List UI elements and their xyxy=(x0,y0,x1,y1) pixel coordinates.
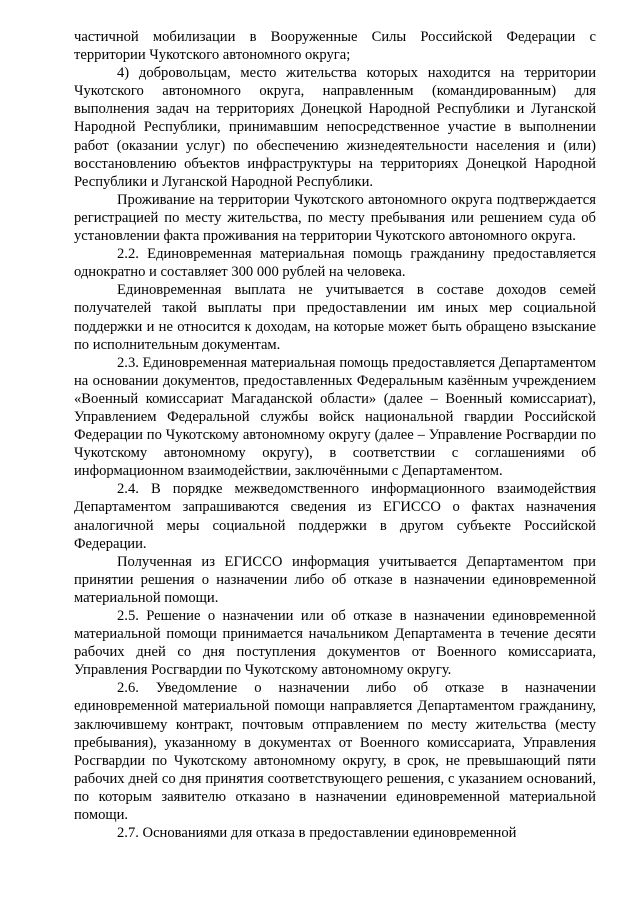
paragraph-2-4: 2.4. В порядке межведомственного информационного взаимодействия Департаментом запрашиваются сведения из ЕГИССО о фактах назначения аналогичной меры социальной поддержки в другом субъекте Российской Федерации. xyxy=(74,481,596,552)
paragraph-2-3: 2.3. Единовременная материальная помощь предоставляется Департаментом на основании документов, предоставленных Федеральным казённым учреждением «Военный комиссариат Магаданской области» (далее – Военный комиссариат), Управлением Федеральной службы войск национальной гвардии Российской Федерации по Чукотскому автономному округу (далее – Управление Росгвардии по Чукотскому автономному округу), в соответствии с соглашениями об информационном взаимодействии, заключёнными с Департаментом. xyxy=(74,354,596,480)
paragraph-egisso-info: Полученная из ЕГИССО информация учитывается Департаментом при принятии решения о назначении либо об отказе в назначении единовременной материальной помощи. xyxy=(74,553,596,606)
paragraph-mobilization-continued: частичной мобилизации в Вооруженные Силы Российской Федерации с территории Чукотского автономного округа; xyxy=(74,29,596,64)
paragraph-residence-confirmation: Проживание на территории Чукотского автономного округа подтверждается регистрацией по месту жительства, по месту пребывания или решением суда об установлении факта проживания на территории Чукотского автономного округа. xyxy=(74,191,596,245)
paragraph-2-6: 2.6. Уведомление о назначении либо об отказе в назначении единовременной материальной помощи направляется Департаментом гражданину, заключившему контракт, почтовым отправлением по месту жительства (месту пребывания), указанному в документах от Военного комиссариата, Управления Росгвардии по Чукотскому автономному округу, в срок, не превышающий пяти рабочих дней со дня принятия соответствующего решения, с указанием оснований, по которым заявителю отказано в назначении единовременной материальной помощи. xyxy=(74,680,596,824)
paragraph-volunteers: 4) добровольцам, место жительства которых находится на территории Чукотского автономного округа, направленным (командированным) для выполнения задач на территориях Донецкой Народной Республики и Луганской Народной Республики, принимавшим непосредственное участие в выполнении работ (оказании услуг) по обеспечению жизнедеятельности населения и (или) восстановлению объектов инфраструктуры на территориях Донецкой Народной Республики и Луганской Народной Республики. xyxy=(74,65,596,190)
paragraph-2-7: 2.7. Основаниями для отказа в предоставлении единовременной xyxy=(117,825,517,842)
paragraph-2-2: 2.2. Единовременная материальная помощь гражданину предоставляется однократно и составляет 300 000 рублей на человека. xyxy=(74,246,596,281)
document-body xyxy=(74,28,596,842)
paragraph-income-exclusion: Единовременная выплата не учитывается в составе доходов семей получателей такой выплаты при предоставлении им иных мер социальной поддержки и не относится к доходам, на которые может быть обращено взыскание по исполнительным документам. xyxy=(74,282,596,353)
paragraph-2-5: 2.5. Решение о назначении или об отказе в назначении единовременной материальной помощи принимается начальником Департамента в течение десяти рабочих дней со дня поступления документов от Военного комиссариата, Управления Росгвардии по Чукотскому автономному округу. xyxy=(74,608,596,679)
